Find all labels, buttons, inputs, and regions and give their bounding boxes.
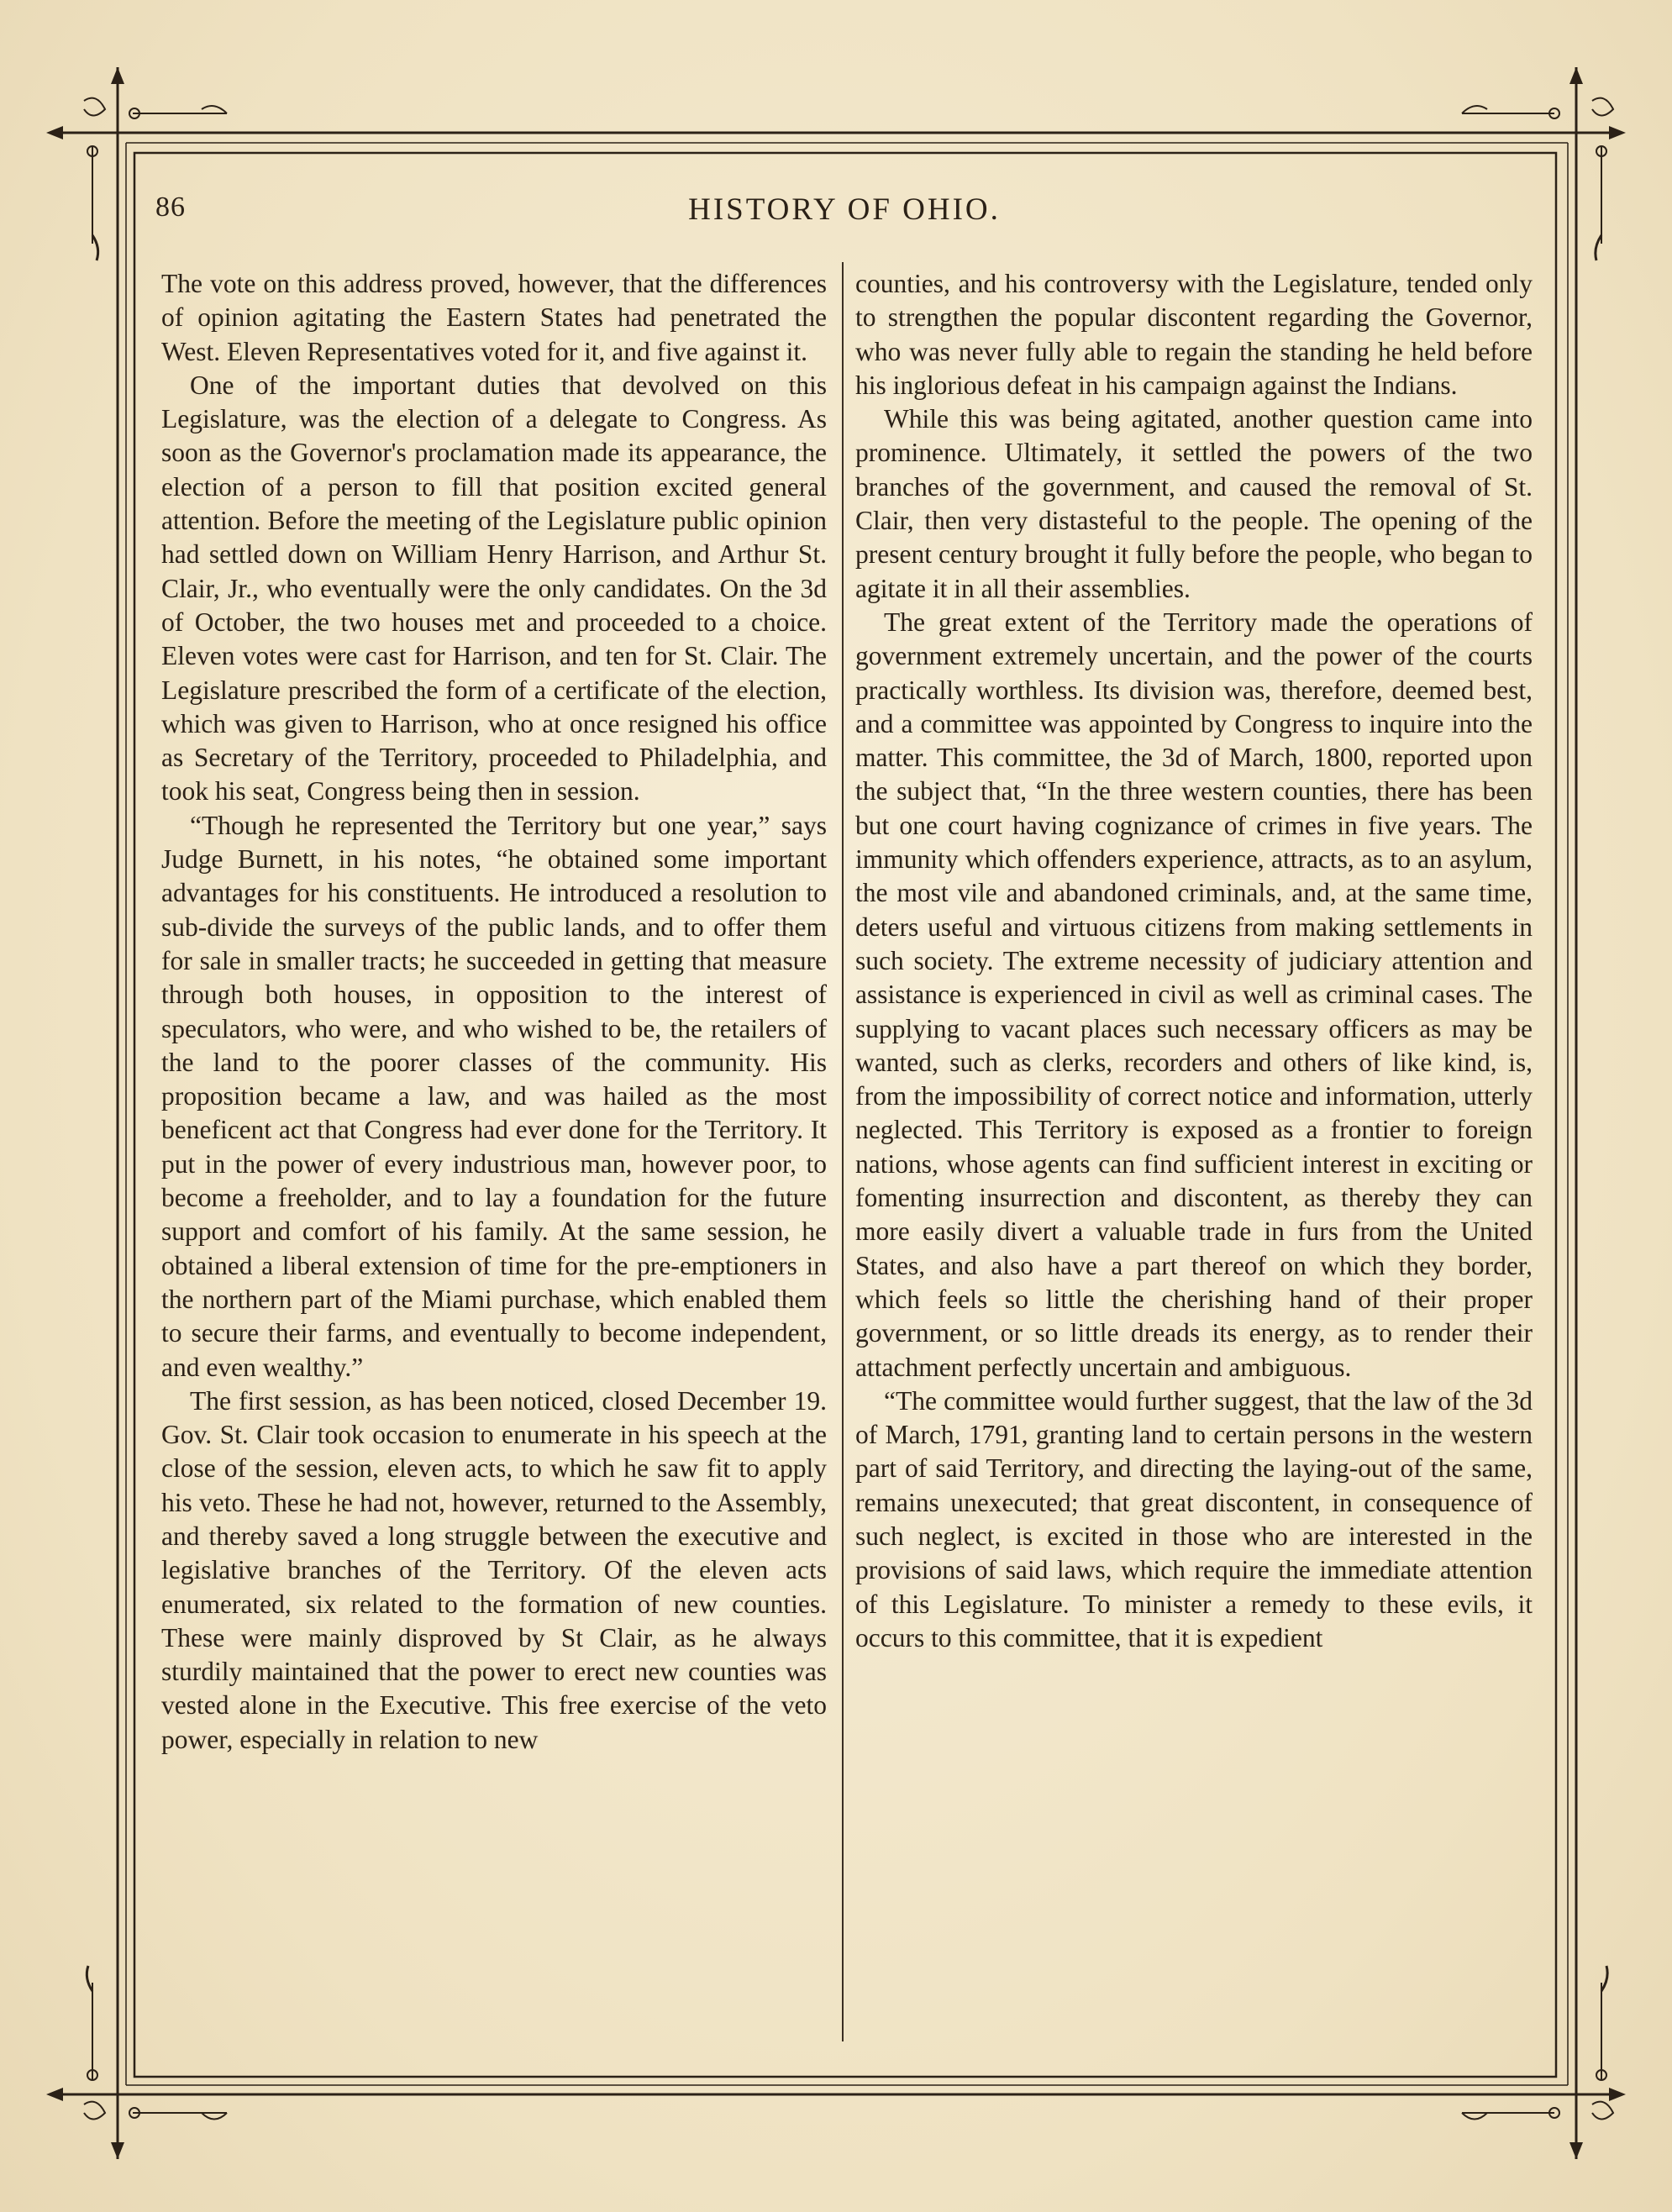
page-number: 86 [155, 192, 186, 223]
paragraph: While this was being agitated, another question came into prominence. Ultimately, it settled the powers of the two branches of the government, and caused the removal of St. Clair, then very distasteful to the people. The opening of the present century brought it fully before the people, who began to agitate it in all their assemblies. [855, 404, 1533, 603]
paragraph: “Though he represented the Territory but one year,” says Judge Burnett, in his notes, “he obtained some important advantages for his constituents. He introduced a resolution to sub-divide the surveys of the public lands, and to offer them for sale in smaller tracts; he succeeded in getting that measure through both houses, in opposition to the interest of speculators, who were, and who wished to be, the retailers of the land to the poorer classes of the community. His proposition became a law, and was hailed as the most beneficent act that Congress had ever done for the Territory. It put in the power of every industrious man, however poor, to become a freeholder, and to lay a foundation for the future support and comfort of his family. At the same session, he obtained a liberal extension of time for the pre-emptioners in the northern part of the Miami purchase, which enabled them to secure their farms, and eventually to become independent, and even wealthy.” [161, 810, 827, 1382]
column-divider [842, 262, 844, 2041]
running-head [155, 192, 1533, 242]
paragraph: The first session, as has been noticed, closed December 19. Gov. St. Clair took occasion to enumerate in his speech at the close of the session, eleven acts, to which he saw fit to apply his veto. These he had not, however, returned to the Assembly, and thereby saved a long struggle between the executive and legislative branches of the Territory. Of the eleven acts enumerated, six related to the formation of new counties. These were mainly disproved by St Clair, as he always sturdily maintained that the power to erect new counties was vested alone in the Executive. This free exercise of the veto power, especially in relation to new [161, 1385, 827, 1754]
paragraph: counties, and his controversy with the Legislature, tended only to strengthen the popular discontent regarding the Governor, who was never fully able to regain the standing he held before his inglorious defeat in his campaign against the Indians. [855, 269, 1533, 400]
text-column-right [855, 267, 1533, 2050]
text-column-left [161, 267, 827, 2050]
paragraph: The vote on this address proved, however, that the differences of opinion agitating the Eastern States had penetrated the West. Eleven Representatives voted for it, and five against it. [161, 269, 827, 366]
paragraph: “The committee would further suggest, that the law of the 3d of March, 1791, granting land to certain persons in the western part of said Territory, and directing the laying-out of the same, remains unexecuted; that great discontent, in consequence of such neglect, is excited in those who are interested in the provisions of said laws, which require the immediate attention of this Legislature. To minister a remedy to these evils, it occurs to this committee, that it is expedient [855, 1385, 1533, 1652]
page-title: HISTORY OF OHIO. [688, 192, 1001, 227]
paragraph: The great extent of the Territory made the operations of government extremely uncertain, and the power of the courts practically worthless. Its division was, therefore, deemed best, and a committee was appointed by Congress to inquire into the matter. This committee, the 3d of March, 1800, reported upon the subject that, “In the three western counties, there has been but one court having cognizance of crimes in five years. The immunity which offenders experience, attracts, as to an asylum, the most vile and abandoned criminals, and, at the same time, deters useful and virtuous citizens from making settlements in such society. The extreme necessity of judiciary attention and assistance is experienced in civil as well as criminal cases. The supplying to vacant places such necessary officers as may be wanted, such as clerks, recorders and others of like kind, is, from the impossibility of correct notice and information, utterly neglected. This Territory is exposed as a frontier to foreign nations, whose agents can find sufficient interest in exciting or fomenting insurrection and discontent, as thereby they can more easily divert a valuable trade in furs from the United States, and also have a part thereof on which they border, which feels so little the cherishing hand of their proper government, or so little dreads its energy, as to render their attachment perfectly uncertain and ambiguous. [855, 607, 1533, 1382]
paragraph: One of the important duties that devolved on this Legislature, was the election of a delegate to Congress. As soon as the Governor's proclamation made its appearance, the election of a person to fill that position excited general attention. Before the meeting of the Legislature public opinion had settled down on William Henry Harrison, and Arthur St. Clair, Jr., who eventually were the only candidates. On the 3d of October, the two houses met and proceeded to a choice. Eleven votes were cast for Harrison, and ten for St. Clair. The Legislature prescribed the form of a certificate of the election, which was given to Harrison, who at once resigned his office as Secretary of the Territory, proceeded to Philadelphia, and took his seat, Congress being then in session. [161, 370, 827, 807]
